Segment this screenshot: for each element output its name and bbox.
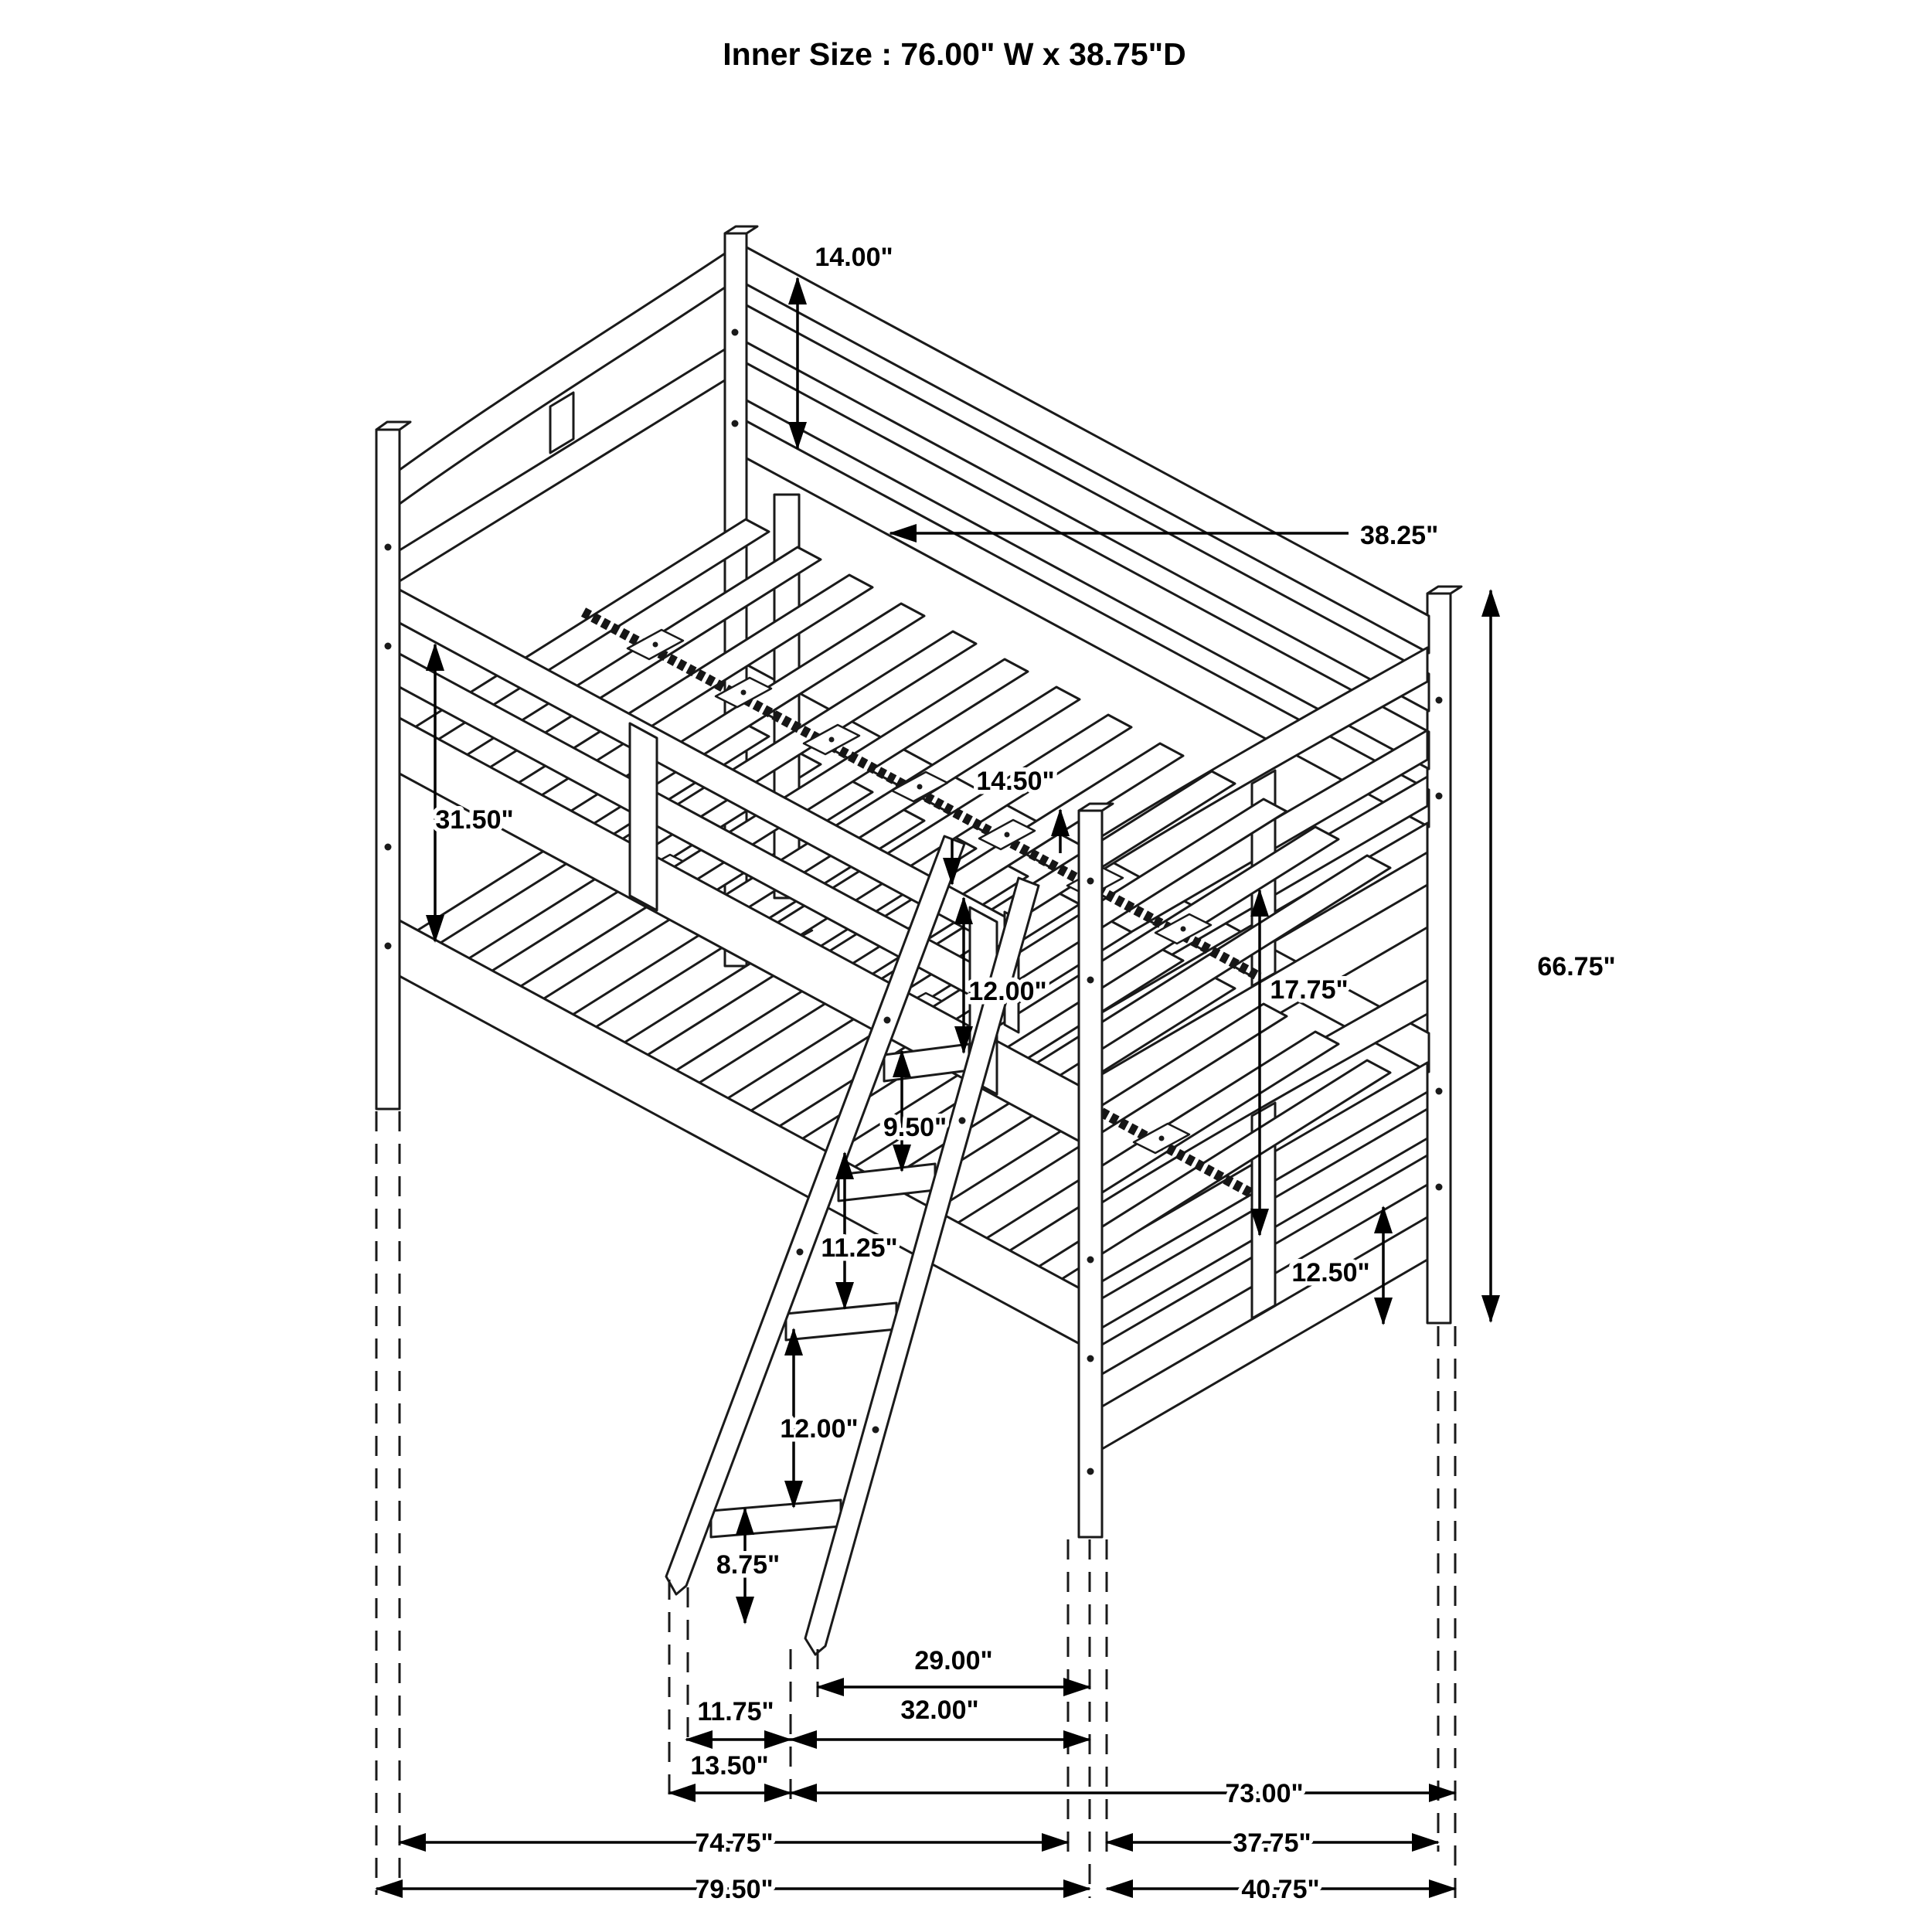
dim-label: 79.50" xyxy=(695,1875,774,1904)
dim-label: 12.00" xyxy=(780,1414,859,1444)
dim-label: 14.50" xyxy=(976,767,1055,796)
dim-label: 37.75" xyxy=(1233,1828,1311,1858)
dim-label: 40.75" xyxy=(1241,1875,1320,1904)
dim-label: 12.50" xyxy=(1291,1258,1370,1287)
diagram-title: Inner Size : 76.00" W x 38.75"D xyxy=(723,36,1186,72)
dim-rail-length xyxy=(791,1779,1455,1808)
ladder-rung xyxy=(711,1500,841,1537)
dim-label: 8.75" xyxy=(716,1550,781,1580)
dim-label: 13.50" xyxy=(690,1751,769,1781)
dim-frame-length xyxy=(400,1828,1068,1858)
dim-step-gap-lower xyxy=(780,1329,858,1507)
dim-frame-depth xyxy=(1107,1828,1438,1858)
dim-label: 38.25" xyxy=(1360,521,1439,550)
post xyxy=(1079,811,1102,1537)
dim-label: 11.75" xyxy=(697,1697,774,1726)
dim-label: 73.00" xyxy=(1225,1779,1304,1808)
dim-label: 11.25" xyxy=(821,1233,898,1263)
dim-ladder-base-offset xyxy=(686,1697,791,1740)
post xyxy=(376,430,400,1109)
ladder-rung xyxy=(786,1303,896,1340)
dim-label: 74.75" xyxy=(695,1828,774,1858)
guard-rail-bracket xyxy=(630,723,657,910)
dim-overall-length xyxy=(376,1875,1090,1904)
dim-ladder-span xyxy=(791,1696,1090,1740)
dim-label: 66.75" xyxy=(1537,952,1616,981)
dim-label: 32.00" xyxy=(900,1696,979,1725)
dim-label: 31.50" xyxy=(435,805,514,835)
dim-label: 29.00" xyxy=(914,1646,993,1675)
dim-label: 17.75" xyxy=(1270,975,1349,1005)
dim-ladder-base-outer xyxy=(669,1751,791,1793)
rear-right-post xyxy=(1427,587,1461,1323)
headboard xyxy=(400,253,725,581)
dim-label: 9.50" xyxy=(883,1113,947,1142)
dim-label: 14.00" xyxy=(815,243,893,272)
dim-overall-height xyxy=(1491,590,1616,1321)
bed-structure xyxy=(376,226,1461,1655)
dim-label: 12.00" xyxy=(968,977,1047,1006)
dim-ladder-reach xyxy=(818,1646,1090,1687)
dim-overall-depth xyxy=(1107,1875,1455,1904)
